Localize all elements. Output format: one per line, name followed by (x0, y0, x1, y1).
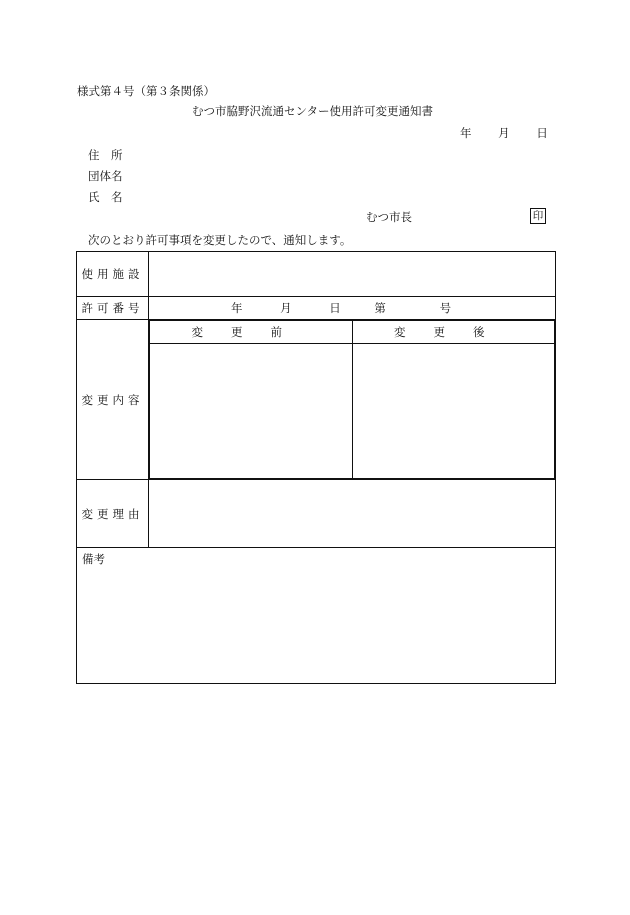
after-header: 変更後 (352, 321, 555, 344)
name-label: 氏 名 (88, 190, 123, 204)
notice-text: 次のとおり許可事項を変更したので、通知します。 (88, 233, 352, 247)
date-month-label: 月 (498, 126, 510, 140)
mayor-label: むつ市長 (366, 210, 412, 224)
permit-month-label: 月 (280, 301, 292, 315)
permit-dai-label: 第 (374, 301, 386, 315)
reason-input-cell[interactable] (149, 480, 556, 548)
document-title: むつ市脇野沢流通センター使用許可変更通知書 (192, 104, 434, 118)
after-input-cell[interactable] (352, 344, 555, 479)
permit-row (77, 297, 556, 320)
permit-year-label: 年 (230, 301, 243, 315)
change-content-cell (149, 320, 556, 480)
remarks-row (77, 548, 556, 684)
seal-stamp-box: 印 (530, 208, 546, 224)
facility-label: 使用施設 (77, 252, 149, 297)
reason-label: 変更理由 (77, 480, 149, 548)
change-content-label: 変更内容 (77, 320, 149, 480)
change-header-row (150, 321, 555, 344)
form-table (76, 251, 556, 684)
address-label: 住 所 (88, 148, 123, 162)
organization-label: 団体名 (88, 169, 123, 183)
remarks-cell[interactable] (77, 548, 556, 684)
date-year-label: 年 (460, 126, 472, 140)
facility-input-cell[interactable] (149, 252, 556, 297)
permit-label: 許可番号 (77, 297, 149, 320)
date-day-label: 日 (536, 126, 548, 140)
permit-number-cell[interactable] (149, 297, 556, 320)
form-number: 様式第４号（第３条関係） (77, 84, 215, 98)
permit-day-label: 日 (329, 301, 341, 315)
change-content-row (77, 320, 556, 480)
reason-row (77, 480, 556, 548)
facility-row (77, 252, 556, 297)
change-body-row (150, 344, 555, 479)
permit-go-label: 号 (439, 301, 452, 315)
change-content-subtable (149, 320, 555, 479)
before-header: 変更前 (150, 321, 353, 344)
remarks-label: 備考 (82, 552, 105, 566)
date-line (460, 128, 548, 140)
before-input-cell[interactable] (150, 344, 353, 479)
